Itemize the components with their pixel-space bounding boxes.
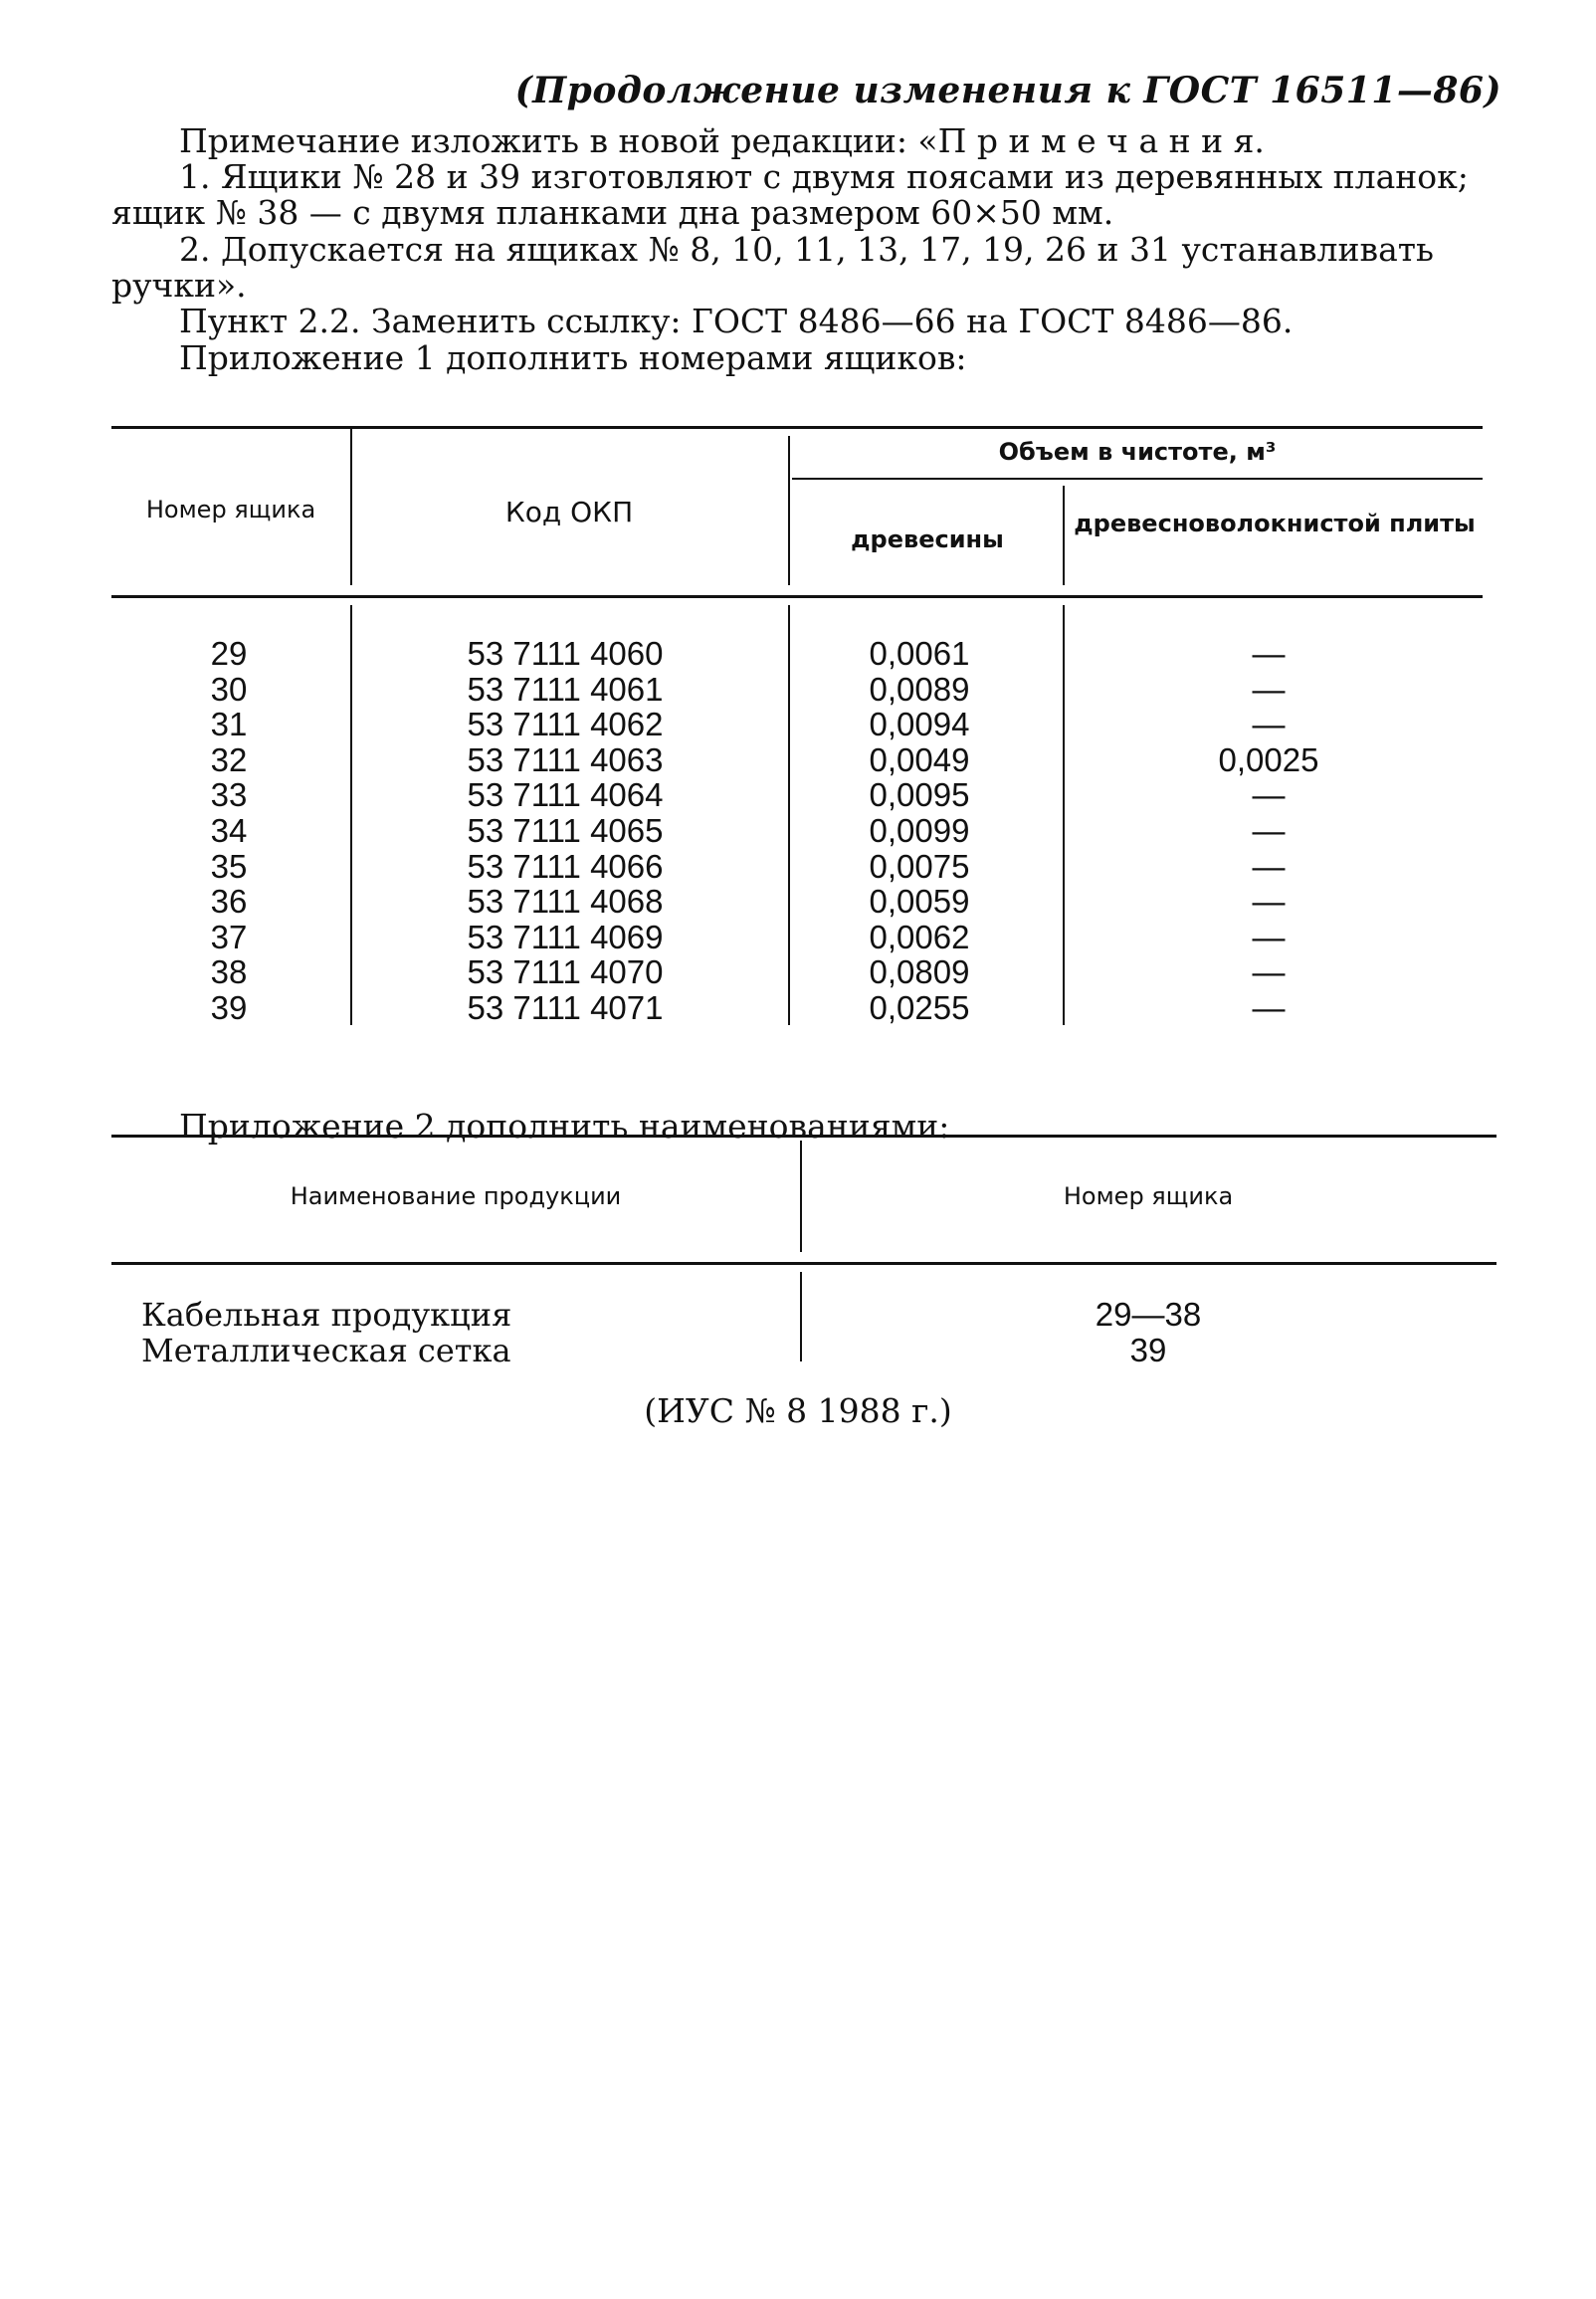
row-fiberboard-volume: —: [1252, 989, 1286, 1026]
row-okp-code: 53 7111 4061: [467, 670, 664, 708]
row-box-number: 38: [210, 953, 248, 991]
table-row: [111, 741, 1483, 777]
appendix-2-intro-text: Приложение 2 дополнить наименованиями:: [179, 1107, 950, 1146]
table-row: [111, 883, 1483, 919]
note-intro: [111, 123, 1495, 159]
row-wood-volume: 0,0089: [869, 670, 970, 708]
row-box-number: 37: [210, 918, 248, 955]
appendix-1-intro-text: Приложение 1 дополнить номерами ящиков:: [179, 338, 967, 377]
row-fiberboard-volume: —: [1252, 670, 1286, 708]
row-okp-code: 53 7111 4066: [467, 847, 664, 885]
row-wood-volume: 0,0059: [869, 883, 970, 921]
header-fiberboard: древесноволокнистой плиты: [1074, 510, 1476, 537]
table-row: [111, 812, 1483, 848]
row-wood-volume: 0,0095: [869, 776, 970, 814]
row-wood-volume: 0,0061: [869, 635, 970, 672]
row-fiberboard-volume: —: [1252, 953, 1286, 991]
table-row: [111, 848, 1483, 884]
appendix-2-intro: [111, 1109, 1495, 1145]
table-row: [111, 776, 1483, 812]
appendix-1-intro: [111, 340, 1495, 376]
row-fiberboard-volume: 0,0025: [1218, 740, 1319, 778]
row-box-number: 36: [210, 883, 248, 921]
row-okp-code: 53 7111 4062: [467, 706, 664, 743]
header-wood: древесины: [851, 525, 1004, 553]
row-fiberboard-volume: —: [1252, 706, 1286, 743]
row-okp-code: 53 7111 4060: [467, 635, 664, 672]
table-row: [111, 953, 1483, 989]
row-box-number: 31: [210, 706, 248, 743]
row-okp-code: 53 7111 4064: [467, 776, 664, 814]
product-name: Кабельная продукция: [141, 1296, 512, 1334]
note-item-1-cont: ящик № 38 — с двумя планками дна размером 60×50 мм.: [111, 193, 1114, 232]
header-box-number: Номер ящика: [145, 496, 316, 523]
row-fiberboard-volume: —: [1252, 635, 1286, 672]
row-wood-volume: 0,0062: [869, 918, 970, 955]
row-wood-volume: 0,0099: [869, 812, 970, 849]
table-divider: [788, 436, 790, 585]
note-item-1: [111, 159, 1495, 195]
table-header-rule: [111, 1262, 1496, 1265]
source-note: (ИУС № 8 1988 г.): [644, 1391, 952, 1430]
clause-2-2: [111, 304, 1495, 339]
table-row: [111, 635, 1483, 671]
row-okp-code: 53 7111 4063: [467, 740, 664, 778]
page-header: (Продолжение изменения к ГОСТ 16511—86): [514, 70, 1501, 111]
row-box-number: 34: [210, 812, 248, 849]
row-fiberboard-volume: —: [1252, 812, 1286, 849]
note-item-2: [111, 232, 1495, 268]
header-volume-group: Объем в чистоте, м³: [998, 438, 1277, 466]
row-box-number: 30: [210, 670, 248, 708]
row-fiberboard-volume: —: [1252, 776, 1286, 814]
row-box-number: 39: [210, 989, 248, 1026]
table-row: [111, 919, 1483, 954]
row-okp-code: 53 7111 4071: [467, 989, 664, 1026]
row-box-number: 32: [210, 740, 248, 778]
row-fiberboard-volume: —: [1252, 918, 1286, 955]
table-divider: [1063, 486, 1065, 585]
header-okp-code: Код ОКП: [504, 496, 634, 528]
row-fiberboard-volume: —: [1252, 883, 1286, 921]
row-wood-volume: 0,0809: [869, 953, 970, 991]
table-top-rule: [111, 1135, 1496, 1138]
row-okp-code: 53 7111 4070: [467, 953, 664, 991]
note-intro-text: Примечание изложить в новой редакции: «П р и м е ч а н и я.: [179, 121, 1265, 160]
note-item-2-line-1: 2. Допускается на ящиках № 8, 10, 11, 13, 17, 19, 26 и 31 устанавливать: [179, 230, 1434, 269]
clause-2-2-text: Пункт 2.2. Заменить ссылку: ГОСТ 8486—66 на ГОСТ 8486—86.: [179, 302, 1294, 340]
product-name: Металлическая сетка: [141, 1332, 511, 1369]
note-item-1-line-1: 1. Ящики № 28 и 39 изготовляют с двумя поясами из деревянных планок;: [179, 157, 1469, 196]
header-box-number: Номер ящика: [1063, 1182, 1234, 1210]
product-box-number: 39: [1129, 1332, 1167, 1368]
row-okp-code: 53 7111 4068: [467, 883, 664, 921]
row-box-number: 33: [210, 776, 248, 814]
row-box-number: 35: [210, 847, 248, 885]
table-row: [111, 989, 1483, 1025]
row-box-number: 29: [210, 635, 248, 672]
table-subheader-rule: [792, 478, 1483, 480]
table-row: [111, 706, 1483, 741]
row-wood-volume: 0,0075: [869, 847, 970, 885]
table-top-rule: [111, 426, 1483, 429]
row-okp-code: 53 7111 4069: [467, 918, 664, 955]
row-fiberboard-volume: —: [1252, 847, 1286, 885]
row-wood-volume: 0,0049: [869, 740, 970, 778]
header-product: Наименование продукции: [290, 1182, 622, 1210]
row-wood-volume: 0,0255: [869, 989, 970, 1026]
row-wood-volume: 0,0094: [869, 706, 970, 743]
table-row: [111, 671, 1483, 707]
note-item-2-cont: ручки».: [111, 266, 247, 305]
row-okp-code: 53 7111 4065: [467, 812, 664, 849]
table-header-rule: [111, 595, 1483, 598]
product-box-number: 29—38: [1095, 1296, 1202, 1333]
